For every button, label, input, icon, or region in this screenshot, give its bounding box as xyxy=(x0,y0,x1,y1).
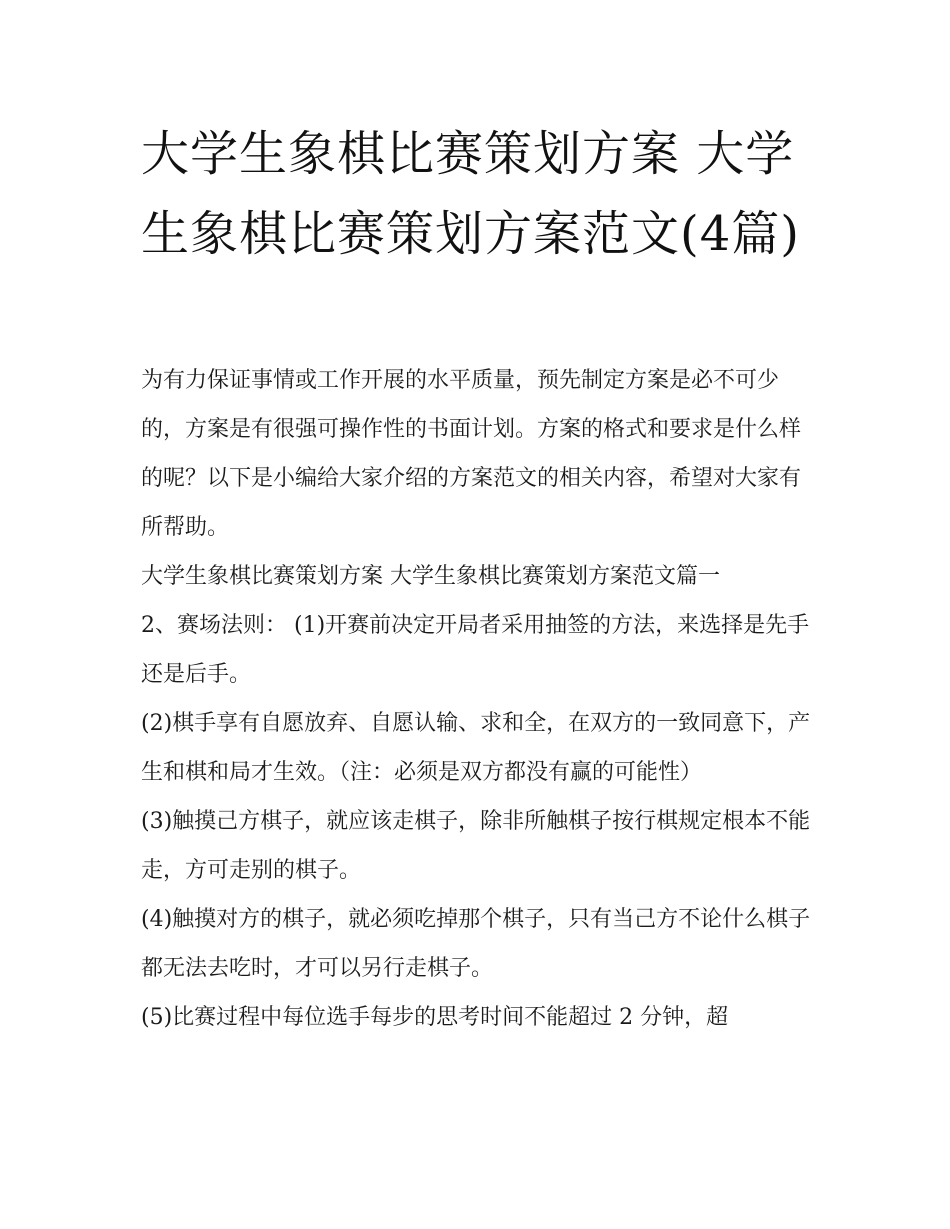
document-body xyxy=(141,356,821,1042)
paragraph-rule-1: 2、赛场法则： (1)开赛前决定开局者采用抽签的方法，来选择是先手还是后手。 xyxy=(141,613,810,687)
document-title: 大学生象棋比赛策划方案 大学生象棋比赛策划方案范文(4篇) xyxy=(141,126,800,262)
paragraph-rule-2: (2)棋手享有自愿放弃、自愿认输、求和全，在双方的一致同意下，产生和棋和局才生效。（注：必须是双方都没有赢的可能性） xyxy=(141,711,811,785)
paragraph-intro: 为有力保证事情或工作开展的水平质量，预先制定方案是必不可少的，方案是有很强可操作性的书面计划。方案的格式和要求是什么样的呢？以下是小编给大家介绍的方案范文的相关内容，希望对大家有所帮助。 xyxy=(141,368,802,540)
paragraph-rule-4: (4)触摸对方的棋子，就必须吃掉那个棋子，只有当己方不论什么棋子都无法去吃时，才可以另行走棋子。 xyxy=(141,907,811,981)
paragraph-rule-5: (5)比赛过程中每位选手每步的思考时间不能超过 2 分钟，超 xyxy=(141,1005,729,1030)
paragraph-rule-3: (3)触摸己方棋子，就应该走棋子，除非所触棋子按行棋规定根本不能走，方可走别的棋子。 xyxy=(141,809,811,883)
paragraph-section-heading: 大学生象棋比赛策划方案 大学生象棋比赛策划方案范文篇一 xyxy=(141,564,720,589)
